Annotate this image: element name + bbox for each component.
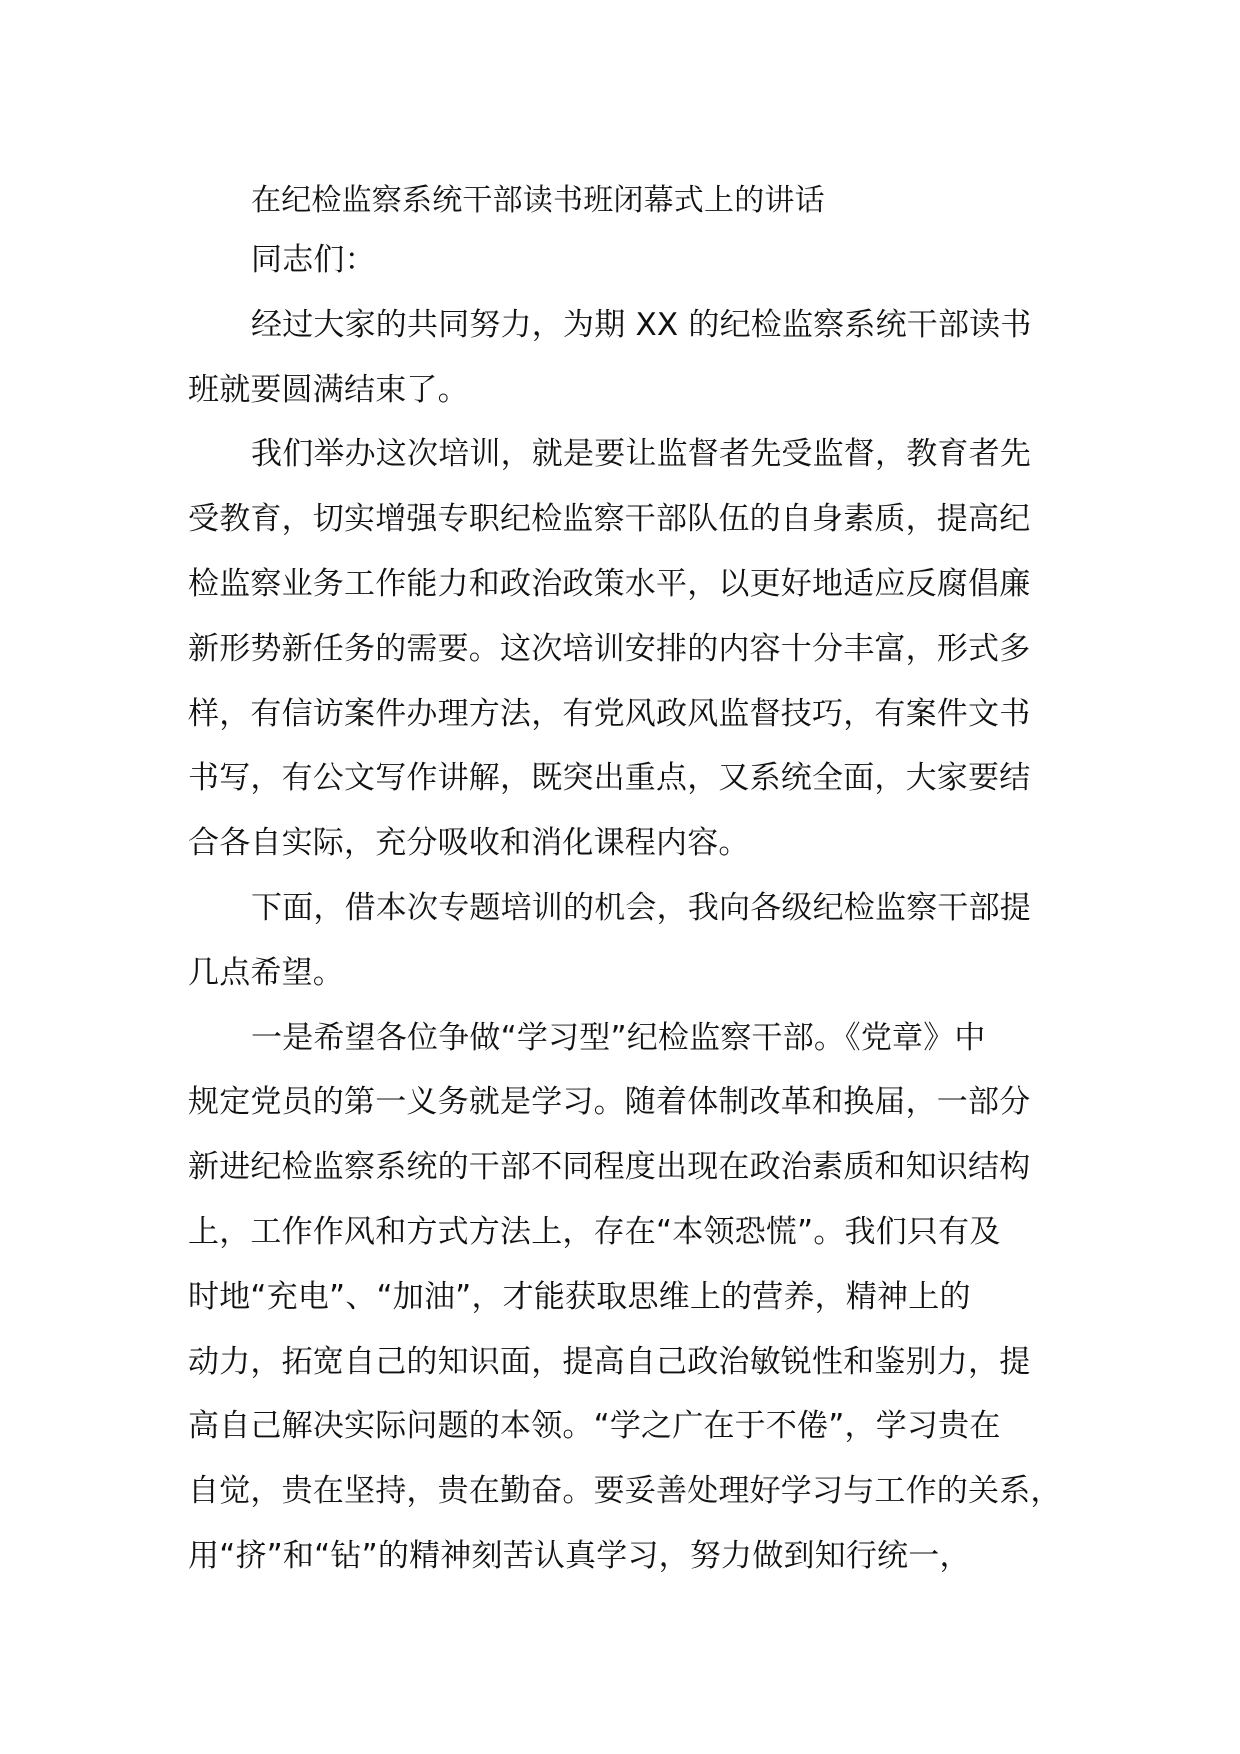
paragraph-line: 自觉，贵在坚持，贵在勤奋。要妥善处理好学习与工作的关系， [188,1473,1062,1510]
document-page [188,178,1062,1589]
paragraph-line: 几点希望。 [188,954,344,991]
salutation-line: 同志们： [251,242,376,278]
paragraph-line: 时地“充电”、“加油”，才能获取思维上的营养，精神上的 [188,1278,971,1315]
paragraph-line: 动力，拓宽自己的知识面，提高自己政治敏锐性和鉴别力，提 [188,1343,1031,1380]
paragraph-line: 样，有信访案件办理方法，有党风政风监督技巧，有案件文书 [188,695,1031,732]
paragraph-line: 高自己解决实际问题的本领。“学之广在于不倦”，学习贵在 [188,1408,1001,1445]
paragraph-line: 新进纪检监察系统的干部不同程度出现在政治素质和知识结构 [188,1149,1031,1186]
document-title: 在纪检监察系统干部读书班闭幕式上的讲话 [251,183,825,218]
paragraph-line: 下面，借本次专题培训的机会，我向各级纪检监察干部提 [251,889,1031,926]
paragraph-line: 新形势新任务的需要。这次培训安排的内容十分丰富，形式多 [188,630,1031,667]
paragraph-line: 我们举办这次培训，就是要让监督者先受监督，教育者先 [251,436,1031,473]
paragraph-line: 班就要圆满结束了。 [188,371,469,408]
paragraph-line: 用“挤”和“钻”的精神刻苦认真学习，努力做到知行统一， [188,1537,971,1574]
paragraph-line: 一是希望各位争做“学习型”纪检监察干部。《党章》中 [251,1019,986,1056]
paragraph-line: 书写，有公文写作讲解，既突出重点，又系统全面，大家要结 [188,760,1031,797]
paragraph-line: 检监察业务工作能力和政治政策水平，以更好地适应反腐倡廉 [188,565,1031,602]
paragraph-line: 受教育，切实增强专职纪检监察干部队伍的自身素质，提高纪 [188,501,1031,538]
paragraph-line: 合各自实际，充分吸收和消化课程内容。 [188,825,750,862]
paragraph-line: 规定党员的第一义务就是学习。随着体制改革和换届，一部分 [188,1084,1031,1121]
paragraph-line: 上，工作作风和方式方法上，存在“本领恐慌”。我们只有及 [188,1213,1001,1250]
paragraph-line: 经过大家的共同努力，为期 XX 的纪检监察系统干部读书 [251,306,1032,343]
